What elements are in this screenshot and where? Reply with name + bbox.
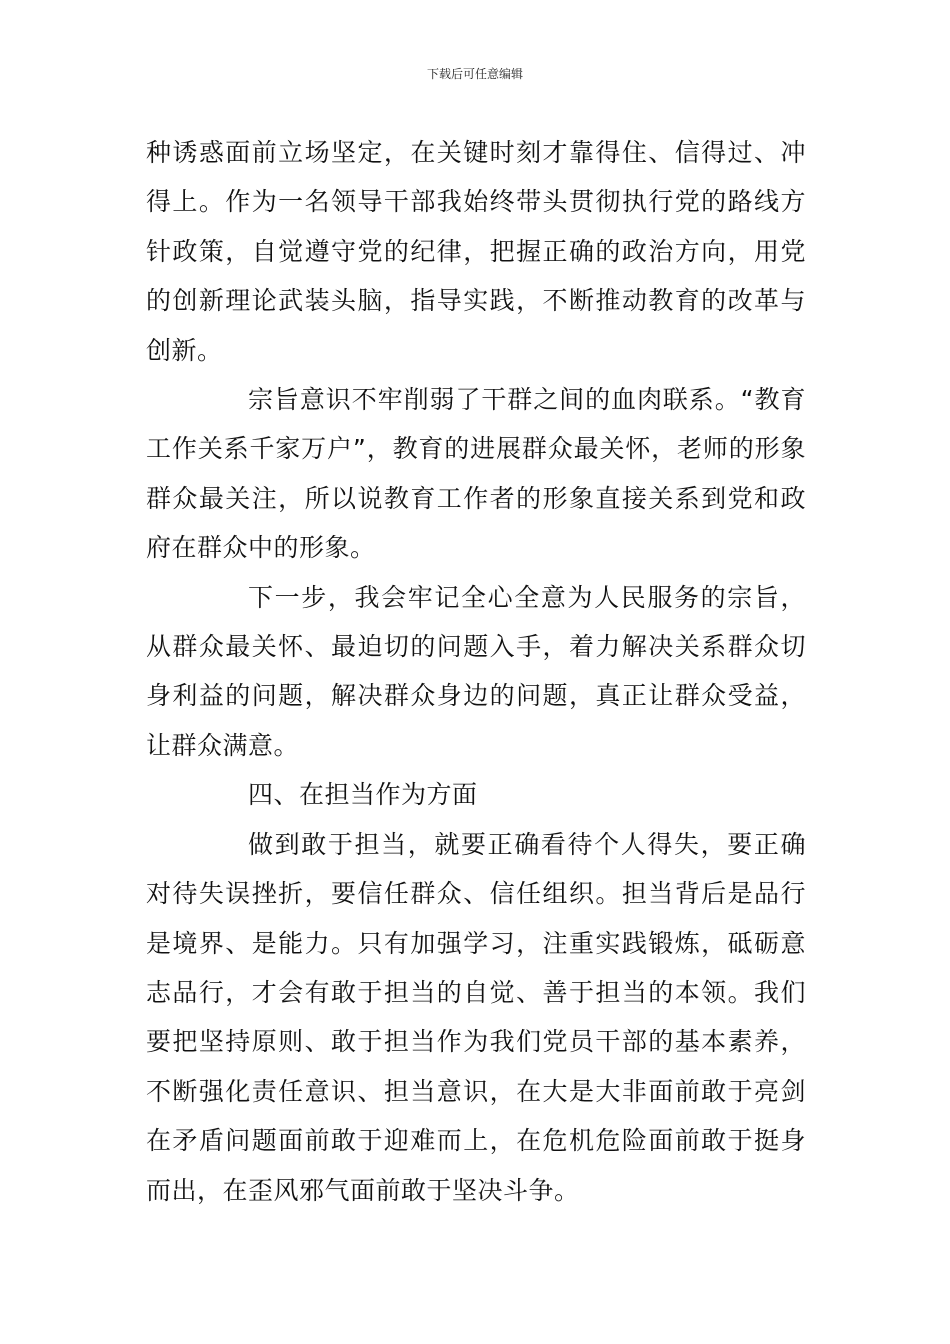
paragraph-continuation: 种诱惑面前立场坚定，在关键时刻才靠得住、信得过、冲得上。作为一名领导干部我始终带头贯彻执行党的路线方针政策，自觉遵守党的纪律，把握正确的政治方向，用党的创新理论武装头脑，指导实践，不断推动教育的改革与创新。 — [146, 138, 806, 365]
paragraph-next-step: 下一步，我会牢记全心全意为人民服务的宗旨，从群众最关怀、最迫切的问题入手，着力解决关系群众切身利益的问题，解决群众身边的问题，真正让群众受益，让群众满意。 — [146, 582, 806, 760]
document-body — [146, 128, 806, 1215]
paragraph-responsibility: 做到敢于担当，就要正确看待个人得失，要正确对待失误挫折，要信任群众、信任组织。担当背后是品行是境界、是能力。只有加强学习，注重实践锻炼，砥砺意志品行，才会有敢于担当的自觉、善于担当的本领。我们要把坚持原则、敢于担当作为我们党员干部的基本素养，不断强化责任意识、担当意识，在大是大非面前敢于亮剑在矛盾问题面前敢于迎难而上，在危机危险面前敢于挺身而出，在歪风邪气面前敢于坚决斗争。 — [146, 829, 806, 1205]
section-heading: 四、在担当作为方面 — [248, 780, 478, 810]
page-header: 下载后可任意编辑 — [426, 67, 523, 81]
paragraph-purpose-awareness: 宗旨意识不牢削弱了干群之间的血肉联系。“教育工作关系千家万户”，教育的进展群众最关怀，老师的形象群众最关注，所以说教育工作者的形象直接关系到党和政府在群众中的形象。 — [146, 385, 806, 563]
